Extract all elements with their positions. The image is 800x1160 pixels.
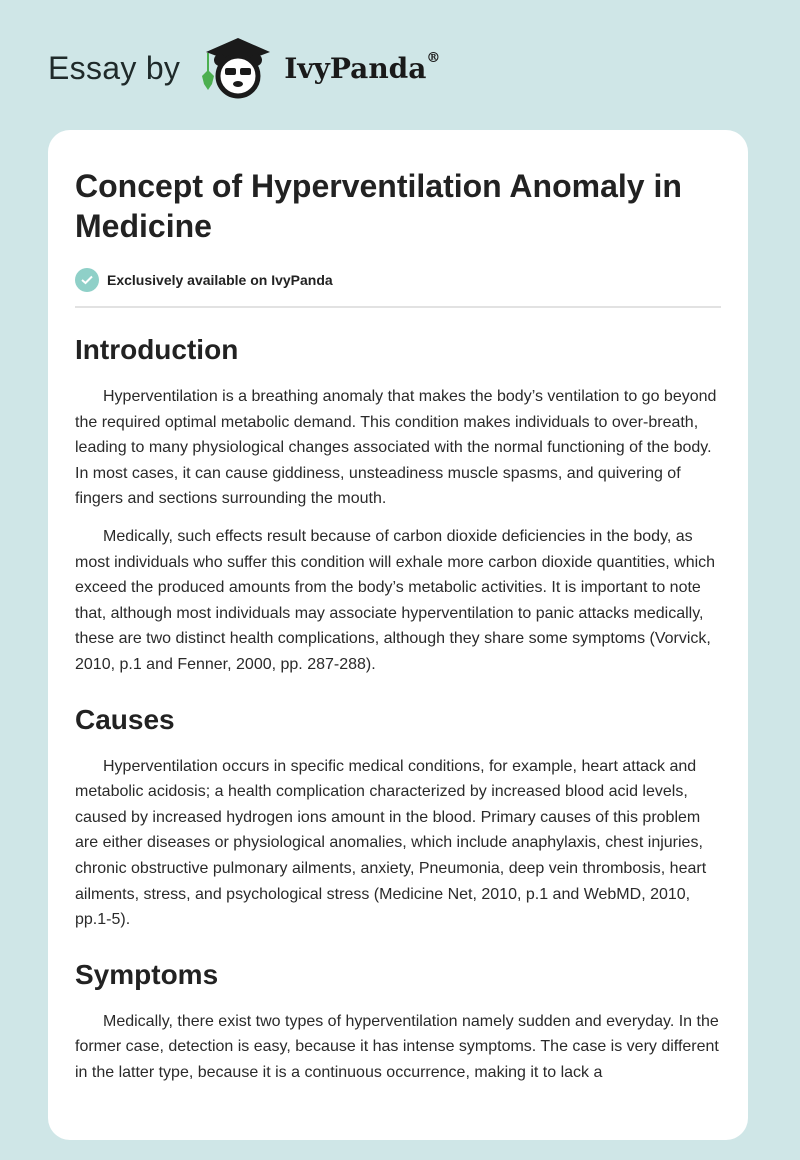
section-heading: Introduction <box>75 334 239 365</box>
panda-graduate-icon <box>198 36 278 100</box>
paragraph: Hyperventilation is a breathing anomaly that makes the body’s ventilation to go beyond the required optimal metabolic demand. This condition makes individuals to over-breath, leading to many physiological changes associated with the normal functioning of the body. In most cases, it can cause giddiness, unsteadiness muscle spasms, and quivering of fingers and sections surrounding the mouth. <box>75 388 717 508</box>
registered-mark: ® <box>426 49 441 66</box>
exclusive-label: Exclusively available on IvyPanda <box>107 272 333 288</box>
check-icon <box>75 268 99 292</box>
paragraph: Medically, such effects result because of carbon dioxide deficiencies in the body, as most individuals who suffer this condition will exhale more carbon dioxide quantities, which exceed the produced amounts from the body’s metabolic activities. It is important to note that, although most individuals may associate hyperventilation to panic attacks medically, these are two distinct health complications, although they share some symptoms (Vorvick, 2010, p.1 and Fenner, 2000, pp. 287-288). <box>75 527 716 673</box>
brand-text: IvyPanda <box>284 51 427 85</box>
ivypanda-logo[interactable] <box>198 36 440 100</box>
paragraph: Medically, there exist two types of hyperventilation namely sudden and everyday. In the former case, detection is easy, because it has intense symptoms. The case is very different in the latter type, because it is a continuous occurrence, making it to lack a <box>75 1012 719 1081</box>
section-symptoms <box>75 959 721 1086</box>
paragraph: Hyperventilation occurs in specific medical conditions, for example, heart attack and metabolic acidosis; a health complication characterized by increased blood acid levels, caused by increased hydrogen ions amount in the blood. Primary causes of this problem are either diseases or physiological anomalies, which include anaphylaxis, chest injuries, chronic obstructive pulmonary ailments, anxiety, Pneumonia, deep vein thrombosis, heart ailments, stress, and psychological stress (Medicine Net, 2010, p.1 and WebMD, 2010, pp.1-5). <box>75 757 707 929</box>
essay-by-label: Essay by <box>48 49 181 86</box>
section-heading: Causes <box>75 703 175 735</box>
site-header <box>48 36 440 100</box>
exclusive-badge <box>75 268 721 292</box>
section-introduction <box>75 334 721 678</box>
brand-name <box>284 49 441 85</box>
divider <box>75 306 721 308</box>
section-heading: Symptoms <box>75 958 219 990</box>
essay-card <box>48 130 748 1140</box>
essay-title: Concept of Hyperventilation Anomaly in Medicine <box>75 168 682 244</box>
section-causes <box>75 704 721 933</box>
